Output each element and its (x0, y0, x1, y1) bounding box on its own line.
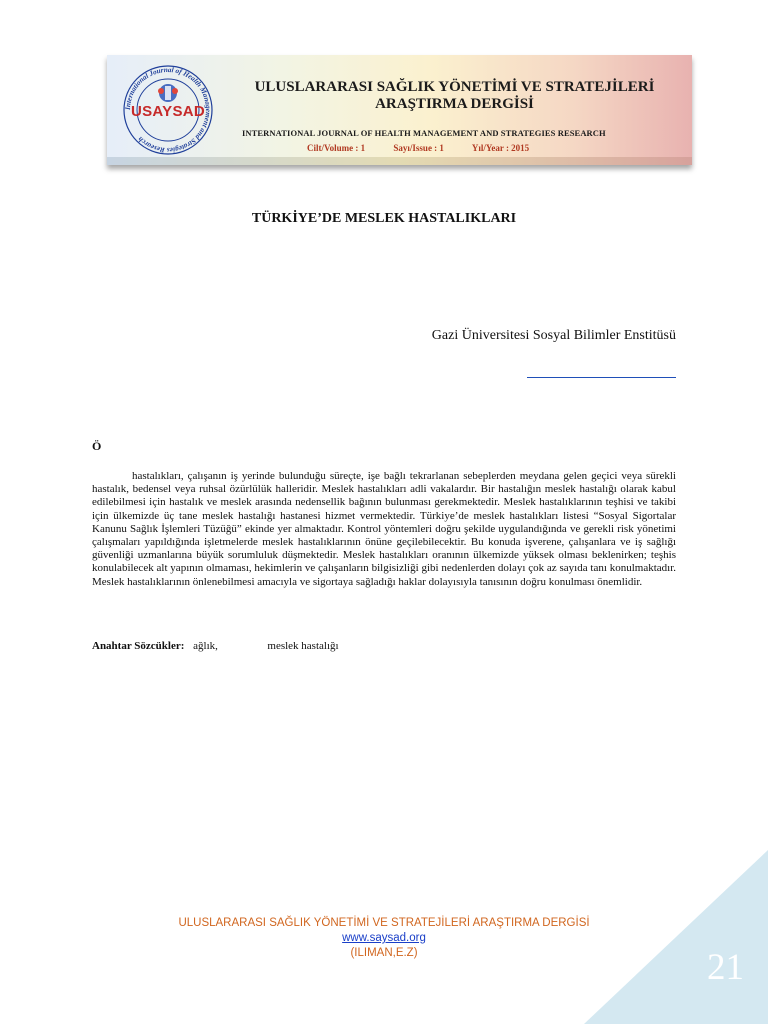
keywords-line (92, 640, 339, 652)
footer-author: (ILIMAN,E.Z) (350, 947, 418, 959)
year-label: Yıl/Year : 2015 (471, 143, 530, 153)
banner-stripe (107, 157, 692, 165)
keyword-item: ağlık, (193, 640, 218, 652)
journal-logo (121, 63, 215, 157)
journal-issue-info (307, 143, 555, 153)
footer-journal-name: ULUSLARARASI SAĞLIK YÖNETİMİ VE STRATEJİLERİ ARAŞTIRMA DERGİSİ (178, 917, 590, 929)
abstract-heading: Ö (92, 439, 102, 453)
corner-triangle-decoration (584, 850, 768, 1024)
issue-label: Sayı/Issue : 1 (393, 143, 444, 153)
page-number: 21 (707, 947, 744, 988)
email-link-underline[interactable] (527, 377, 676, 378)
keywords-label: Anahtar Sözcükler: (92, 640, 185, 652)
logo-wordmark: USAYSAD (130, 103, 206, 120)
abstract-text: hastalıkları, çalışanın iş yerinde bulunduğu süreçte, işe bağlı tekrarlanan sebeplerden meydana gelen geçici veya sürekli hastalık, bedensel veya ruhsal özürlülük halleridir. Meslek hastalıkları adli vakalardır. Bir hastalığın meslek hastalığı olarak kabul edilebilmesi için hastalık ve meslek arasında nedensellik bağının bulunması gerekmektedir. Meslek hastalıklarının teşhisi ve takibi için ülkemizde üç tane meslek hastalığı hastanesi hizmet vermektedir. Türkiye’de meslek hastalıkları listesi “Sosyal Sigortalar Kanunu Sağlık İşlemleri Tüzüğü” ekinde yer almaktadır. Kontrol yöntemleri doğru şekilde uygulandığında ve gerekli risk yönetimi çalışmaları yapıldığında işletmelerde meslek hastalıklarının önüne geçilebilecektir. Bu konuda işverene, çalışanlara ve iş sağlığı güvenliği uzmanlarına büyük sorumluluk düşmektedir. Meslek hastalıkları oranının ülkemizde yüksek olması beklenirken; teşhis konulabilecek alt yapının olmaması, hekimlerin ve çalışanların bilgisizliği gibi nedenlerden dolayı çok az sayıda tanı konulmaktadır. Meslek hastalıklarının önlenebilmesi amacıyla ve sigortaya sağladığı haklar dolayısıyla tanısının doğru konulması önemlidir. (92, 470, 676, 588)
journal-english-title: INTERNATIONAL JOURNAL OF HEALTH MANAGEMENT AND STRATEGIES RESEARCH (242, 128, 606, 138)
logo-ring-text: International Journal of Health Management and Strategies Research (123, 65, 213, 155)
author-affiliation: Gazi Üniversitesi Sosyal Bilimler Enstitüsü (431, 328, 676, 343)
journal-title-line-2: ARAŞTIRMA DERGİSİ (375, 96, 534, 112)
article-title: TÜRKİYE’DE MESLEK HASTALIKLARI (251, 211, 517, 226)
footer-website-link[interactable]: www.saysad.org (342, 932, 426, 944)
journal-header-banner (107, 55, 692, 165)
journal-title-line-1: ULUSLARARASI SAĞLIK YÖNETİMİ VE STRATEJİLERİ (254, 79, 655, 95)
journal-title (227, 79, 682, 113)
volume-label: Cilt/Volume : 1 (307, 143, 366, 153)
keyword-item: meslek hastalığı (267, 640, 339, 652)
